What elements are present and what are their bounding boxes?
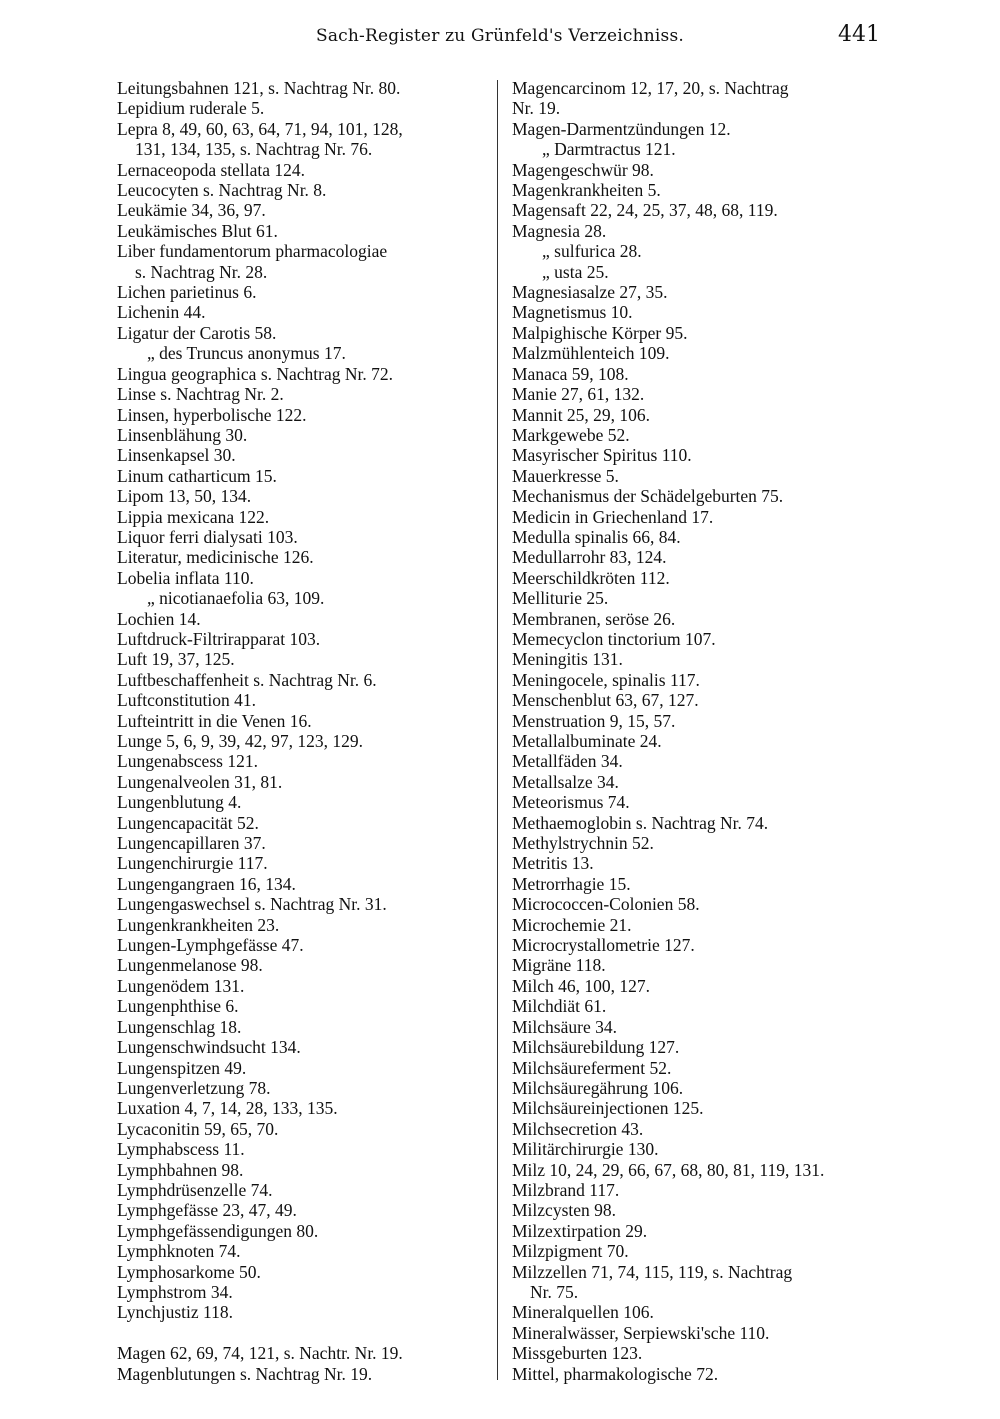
index-entry: „ sulfurica 28. [542, 241, 642, 262]
index-entry: Liquor ferri dialysati 103. [117, 526, 298, 547]
index-entry: Medicin in Griechenland 17. [512, 506, 714, 527]
index-entry: Liber fundamentorum pharmacologiae [117, 241, 388, 262]
index-entry: Luftconstitution 41. [117, 690, 257, 711]
index-entry: Magen 62, 69, 74, 121, s. Nachtr. Nr. 19. [117, 1343, 403, 1364]
index-entry: Leitungsbahnen 121, s. Nachtrag Nr. 80. [117, 78, 401, 98]
index-entry: Lochien 14. [117, 608, 201, 629]
index-entry: Malpighische Körper 95. [512, 322, 688, 343]
index-entry: Leukämie 34, 36, 97. [117, 200, 266, 221]
index-column-left [117, 78, 489, 1384]
index-entry: Microchemie 21. [512, 914, 632, 935]
index-entry: Magenkrankheiten 5. [512, 180, 661, 201]
index-entry: Lynchjustiz 118. [117, 1302, 234, 1323]
index-entry: Mineralquellen 106. [512, 1302, 654, 1323]
index-entry: Metallsalze 34. [512, 771, 619, 792]
index-entry: Lepra 8, 49, 60, 63, 64, 71, 94, 101, 128, [117, 118, 403, 139]
index-entry: Lungengaswechsel s. Nachtrag Nr. 31. [117, 894, 387, 915]
index-entry: Lungenschlag 18. [117, 1016, 242, 1037]
index-entry: Lernaceopoda stellata 124. [117, 159, 306, 180]
index-entry: s. Nachtrag Nr. 28. [135, 261, 268, 282]
page-number: 441 [838, 22, 880, 47]
index-entry: Luftbeschaffenheit s. Nachtrag Nr. 6. [117, 669, 377, 690]
index-entry: Linsenkapsel 30. [117, 445, 236, 466]
index-entry: Milchsäureinjectionen 125. [512, 1098, 704, 1119]
index-entry: Lymphbahnen 98. [117, 1159, 244, 1180]
index-entry: Lymphdrüsenzelle 74. [117, 1179, 273, 1200]
index-entry: Lipom 13, 50, 134. [117, 486, 252, 507]
index-entry: Milzbrand 117. [512, 1179, 620, 1200]
index-entry: Lungenchirurgie 117. [117, 853, 268, 874]
index-entry: Menschenblut 63, 67, 127. [512, 690, 699, 711]
index-entry: Milzpigment 70. [512, 1241, 629, 1262]
index-entry: Lungencapillaren 37. [117, 833, 266, 854]
index-entry: Milzcysten 98. [512, 1200, 617, 1221]
index-entry: Milch 46, 100, 127. [512, 975, 651, 996]
index-entry: Milzextirpation 29. [512, 1220, 648, 1241]
index-entry: Metallfäden 34. [512, 751, 623, 772]
index-entry: Malzmühlenteich 109. [512, 343, 670, 364]
index-entry: „ des Truncus anonymus 17. [147, 343, 346, 364]
index-entry: Lufteintritt in die Venen 16. [117, 710, 312, 731]
index-entry: Lymphgefässendigungen 80. [117, 1220, 319, 1241]
index-entry: Linum catharticum 15. [117, 465, 277, 486]
index-entry: Metritis 13. [512, 853, 594, 874]
index-entry: „ Darmtractus 121. [542, 139, 676, 160]
index-entry: Manie 27, 61, 132. [512, 384, 645, 405]
index-entry: Microcrystallometrie 127. [512, 935, 695, 956]
index-entry: Menstruation 9, 15, 57. [512, 710, 676, 731]
index-entry: Literatur, medicinische 126. [117, 547, 314, 568]
index-entry: Milchsäurebildung 127. [512, 1037, 680, 1058]
index-entry: Lymphgefässe 23, 47, 49. [117, 1200, 297, 1221]
index-entry: „ usta 25. [542, 261, 609, 282]
index-entry: Memecyclon tinctorium 107. [512, 628, 716, 649]
index-entry: Mechanismus der Schädelgeburten 75. [512, 486, 784, 507]
index-entry: Medulla spinalis 66, 84. [512, 526, 681, 547]
index-entry: Milchsäure 34. [512, 1016, 617, 1037]
index-entry: Membranen, seröse 26. [512, 608, 676, 629]
index-column-right [512, 78, 887, 1384]
index-entry: Meerschildkröten 112. [512, 567, 670, 588]
index-entry: „ nicotianaefolia 63, 109. [147, 588, 325, 609]
index-entry: Mannit 25, 29, 106. [512, 404, 651, 425]
index-entry: Linsen, hyperbolische 122. [117, 404, 307, 425]
index-entry: Linsenblähung 30. [117, 424, 248, 445]
index-entry: Nr. 75. [530, 1281, 579, 1302]
index-entry: Magensaft 22, 24, 25, 37, 48, 68, 119. [512, 200, 778, 221]
index-entry: Milz 10, 24, 29, 66, 67, 68, 80, 81, 119, 131. [512, 1159, 825, 1180]
index-entry: Medullarrohr 83, 124. [512, 547, 667, 568]
index-entry: Luftdruck-Filtrirapparat 103. [117, 628, 321, 649]
index-entry: Lymphstrom 34. [117, 1281, 233, 1302]
index-entry: Lymphknoten 74. [117, 1241, 241, 1262]
index-entry: Milchsäuregährung 106. [512, 1077, 684, 1098]
index-entry: Lungenspitzen 49. [117, 1057, 247, 1078]
index-entry: Magengeschwür 98. [512, 159, 654, 180]
index-entry: Lungenblutung 4. [117, 792, 242, 813]
index-entry: Masyrischer Spiritus 110. [512, 445, 692, 466]
index-entry: Lunge 5, 6, 9, 39, 42, 97, 123, 129. [117, 731, 363, 751]
index-entry: Lobelia inflata 110. [117, 567, 254, 588]
index-entry: Milzzellen 71, 74, 115, 119, s. Nachtrag [512, 1261, 793, 1282]
index-entry: Lichen parietinus 6. [117, 282, 257, 303]
index-entry: Lungen-Lymphgefässe 47. [117, 935, 304, 956]
index-entry: Lungenkrankheiten 23. [117, 914, 280, 935]
index-entry: Meningitis 131. [512, 649, 623, 670]
index-entry: Mauerkresse 5. [512, 465, 619, 486]
column-divider [497, 80, 498, 1380]
index-entry: Luxation 4, 7, 14, 28, 133, 135. [117, 1098, 338, 1119]
index-entry: Militärchirurgie 130. [512, 1139, 659, 1160]
index-entry: Lungenphthise 6. [117, 996, 239, 1017]
index-entry: Magnesia 28. [512, 220, 607, 241]
index-entry: Lungencapacität 52. [117, 812, 259, 833]
index-entry: Linse s. Nachtrag Nr. 2. [117, 384, 284, 405]
section-gap [117, 1323, 489, 1343]
index-entry: Lymphosarkome 50. [117, 1261, 261, 1282]
index-entry: Magnetismus 10. [512, 302, 633, 323]
index-entry: Metrorrhagie 15. [512, 873, 631, 894]
index-entry: Metallalbuminate 24. [512, 731, 662, 751]
index-entry: Lungenalveolen 31, 81. [117, 771, 283, 792]
index-entry: Lippia mexicana 122. [117, 506, 270, 527]
index-entry: Milchdiät 61. [512, 996, 607, 1017]
index-entry: Lungengangraen 16, 134. [117, 873, 296, 894]
index-entry: Nr. 19. [512, 98, 561, 119]
index-entry: Magencarcinom 12, 17, 20, s. Nachtrag [512, 78, 789, 98]
index-entry: Magnesiasalze 27, 35. [512, 282, 668, 303]
index-entry: Lungenschwindsucht 134. [117, 1037, 301, 1058]
index-entry: Lycaconitin 59, 65, 70. [117, 1118, 279, 1139]
index-entry: Meteorismus 74. [512, 792, 630, 813]
index-entry: Milchsecretion 43. [512, 1118, 644, 1139]
running-header: Sach-Register zu Grünfeld's Verzeichniss. [316, 26, 684, 46]
index-entry: Leukämisches Blut 61. [117, 220, 278, 241]
index-entry: Lingua geographica s. Nachtrag Nr. 72. [117, 363, 394, 384]
index-entry: 131, 134, 135, s. Nachtrag Nr. 76. [135, 139, 373, 160]
index-entry: Milchsäureferment 52. [512, 1057, 672, 1078]
index-entry: Ligatur der Carotis 58. [117, 322, 277, 343]
index-entry: Methylstrychnin 52. [512, 833, 654, 854]
index-entry: Luft 19, 37, 125. [117, 649, 235, 670]
index-entry: Meningocele, spinalis 117. [512, 669, 700, 690]
index-entry: Markgewebe 52. [512, 424, 630, 445]
index-entry: Missgeburten 123. [512, 1343, 643, 1364]
index-entry: Lungenabscess 121. [117, 751, 258, 772]
index-entry: Methaemoglobin s. Nachtrag Nr. 74. [512, 812, 769, 833]
index-entry: Manaca 59, 108. [512, 363, 629, 384]
index-entry: Lymphabscess 11. [117, 1139, 245, 1160]
index-entry: Mittel, pharmakologische 72. [512, 1363, 719, 1384]
index-entry: Melliturie 25. [512, 588, 609, 609]
index-entry: Magen-Darmentzündungen 12. [512, 118, 731, 139]
index-entry: Migräne 118. [512, 955, 606, 976]
index-entry: Lepidium ruderale 5. [117, 98, 265, 119]
index-entry: Leucocyten s. Nachtrag Nr. 8. [117, 180, 327, 201]
index-entry: Magenblutungen s. Nachtrag Nr. 19. [117, 1363, 373, 1384]
index-entry: Micrococcen-Colonien 58. [512, 894, 700, 915]
index-entry: Lungenödem 131. [117, 975, 245, 996]
index-entry: Lichenin 44. [117, 302, 206, 323]
index-entry: Mineralwässer, Serpiewski'sche 110. [512, 1322, 770, 1343]
index-entry: Lungenmelanose 98. [117, 955, 263, 976]
index-entry: Lungenverletzung 78. [117, 1077, 271, 1098]
